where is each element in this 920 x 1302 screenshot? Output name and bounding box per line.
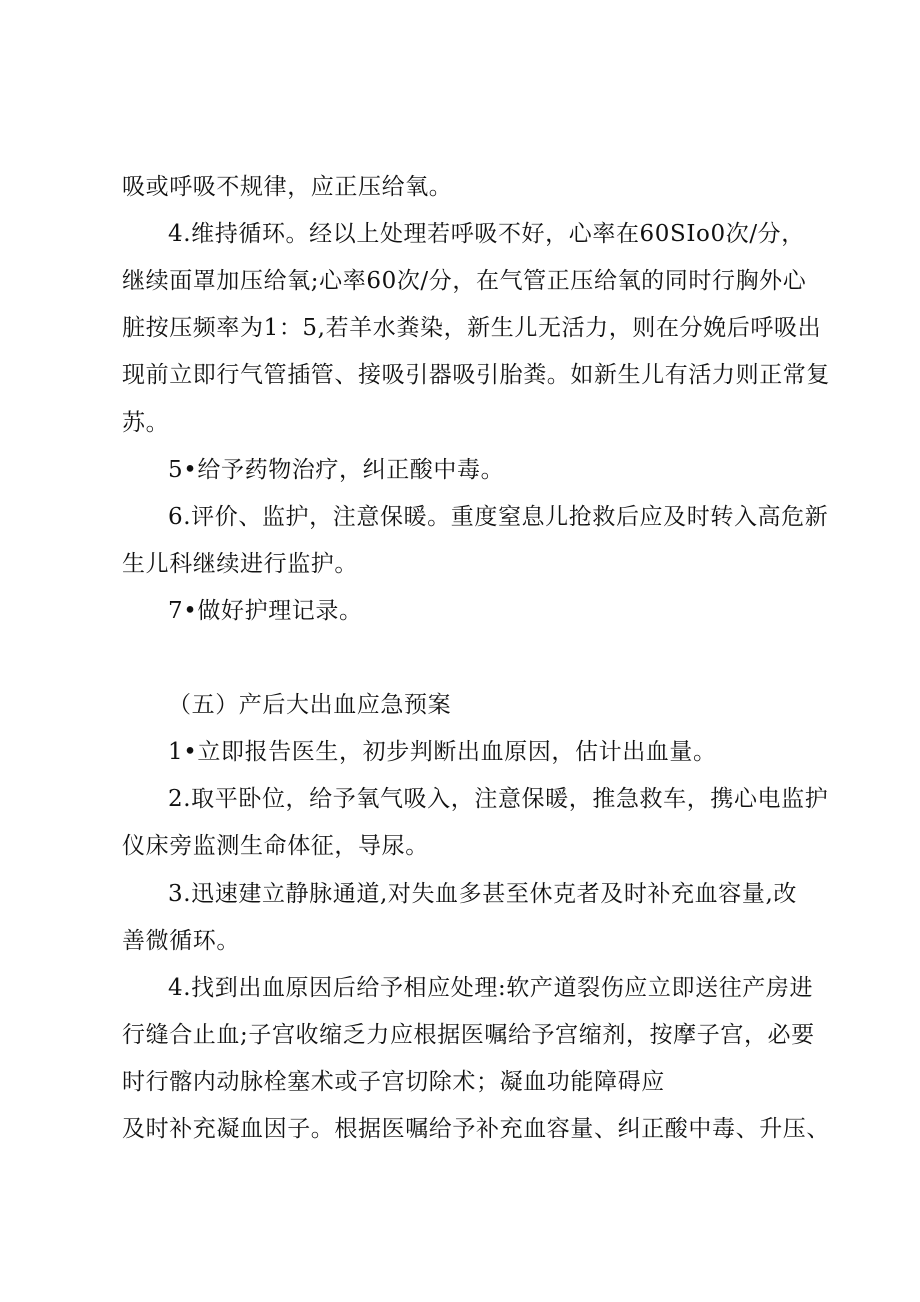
- text-line: 吸或呼吸不规律，应正压给氧。: [122, 174, 453, 200]
- text-line: 继续面罩加压给氧;心率60次/分，在气管正压给氧的同时行胸外心: [122, 268, 807, 294]
- text-line: 4.找到出血原因后给予相应处理:软产道裂伤应立即送往产房进: [168, 975, 814, 1001]
- text-line: 现前立即行气管插管、接吸引器吸引胎粪。如新生儿有活力则正常复: [122, 362, 830, 388]
- text-line: 及时补充凝血因子。根据医嘱给予补充血容量、纠正酸中毒、升压、: [122, 1116, 830, 1142]
- text-line: 7•做好护理记录。: [168, 598, 363, 624]
- text-line: 2.取平卧位，给予氧气吸入，注意保暖，推急救车，携心电监护: [168, 786, 829, 812]
- text-line: 3.迅速建立静脉通道,对失血多甚至休克者及时补充血容量,改: [168, 881, 797, 907]
- text-line: 6.评价、监护，注意保暖。重度窒息儿抢救后应及时转入高危新: [168, 504, 829, 530]
- text-line: 5•给予药物治疗，纠正酸中毒。: [168, 457, 505, 483]
- text-line: 善微循环。: [122, 928, 240, 954]
- text-line: 1•立即报告医生，初步判断出血原因，估计出血量。: [168, 739, 717, 765]
- text-line: 仪床旁监测生命体征，导尿。: [122, 833, 429, 859]
- text-line: 行缝合止血;子宫收缩乏力应根据医嘱给予宫缩剂，按摩子宫，必要: [122, 1022, 815, 1048]
- text-line: 时行髂内动脉栓塞术或子宫切除术；凝血功能障碍应: [122, 1069, 665, 1095]
- section-heading: （五）产后大出血应急预案: [168, 692, 452, 718]
- text-line: 脏按压频率为1：5,若羊水粪染，新生儿无活力，则在分娩后呼吸出: [122, 315, 822, 341]
- text-line: 苏。: [122, 410, 170, 436]
- text-line: 生儿科继续进行监护。: [122, 551, 358, 577]
- text-line: 4.维持循环。经以上处理若呼吸不好，心率在60SIo0次/分，: [168, 221, 805, 247]
